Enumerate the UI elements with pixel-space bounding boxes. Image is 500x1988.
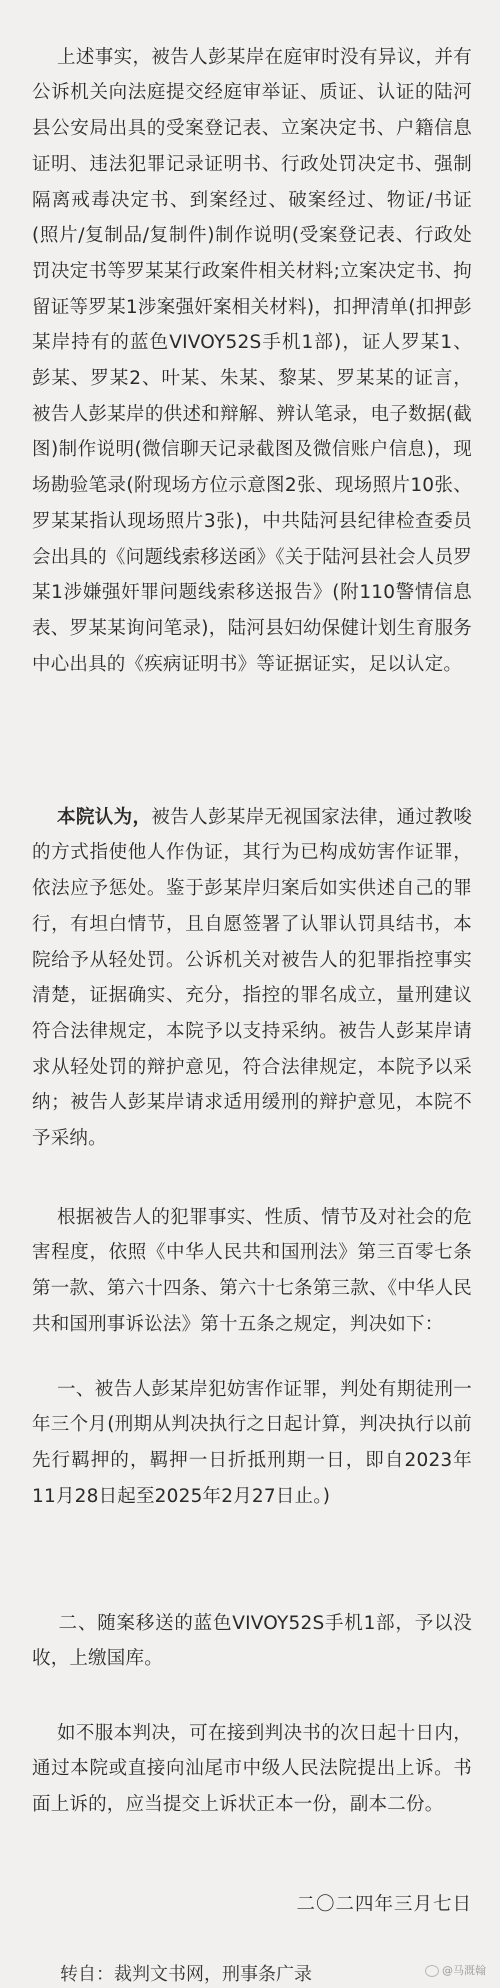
paragraph-text: 如不服本判决，可在接到判决书的次日起十日内，通过本院或直接向汕尾市中级人民法院提出上诉。书面上诉的，应当提交上诉状正本一份，副本二份。 bbox=[32, 1722, 473, 1816]
source-footer: 转自：裁判文书网，刑事条广录 bbox=[60, 1964, 312, 1985]
paragraph-lead: 本院认为， bbox=[57, 806, 152, 828]
paragraph-court-opinion bbox=[32, 764, 472, 1192]
watermark-text: @马溉翰 bbox=[442, 1964, 486, 1977]
paragraph-text: 一、被告人彭某岸犯妨害作证罪，判处有期徒刑一年三个月(刑期从判决执行之日起计算，判决执行以前先行羁押的，羁押一日折抵刑期一日，即自2023年11月28日起至2025年2月27日止。) bbox=[32, 1378, 473, 1507]
paragraph-verdict-1 bbox=[32, 1336, 472, 1550]
paragraph-text: 根据被告人的犯罪事实、性质、情节及对社会的危害程度，依照《中华人民共和国刑法》第三百零七条第一款、第六十四条、第六十七条第三款、《中华人民共和国刑事诉讼法》第十五条之规定，判决如下： bbox=[32, 1206, 473, 1335]
watermark bbox=[425, 1962, 486, 1978]
judgment-date: 二〇二四年三月七日 bbox=[296, 1894, 472, 1915]
paragraph-text: 被告人彭某岸无视国家法律，通过教唆的方式指使他人作伪证，其行为已构成妨害作证罪，依法应予惩处。鉴于彭某岸归案后如实供述自己的罪行，有坦白情节，且自愿签署了认罪认罚具结书，本院给予从轻处罚。公诉机关对被告人的犯罪指控事实清楚，证据确实、充分，指控的罪名成立，量刑建议符合法律规定，本院予以支持采纳。被告人彭某岸请求从轻处罚的辩护意见，符合法律规定，本院予以采纳；被告人彭某岸请求适用缓刑的辩护意见，本院不予采纳。 bbox=[32, 806, 472, 1150]
paragraph-text: 上述事实，被告人彭某岸在庭审时没有异议，并有公诉机关向法庭提交经庭审举证、质证、认证的陆河县公安局出具的受案登记表、立案决定书、户籍信息证明、违法犯罪记录证明书、行政处罚决定书、强制隔离戒毒决定书、到案经过、破案经过、物证/书证(照片/复制品/复制件)制作说明(受案登记表、行政处罚决定书等罗某某行政案件相关材料;立案决定书、拘留证等罗某1涉案强奸案相关材料)，扣押清单(扣押彭某岸持有的蓝色VIVOY52S手机1部)，证人罗某1、彭某、罗某2、叶某、朱某、黎某、罗某某的证言，被告人彭某岸的供述和辩解、辨认笔录，电子数据(截图)制作说明(微信聊天记录截图及微信账户信息)，现场勘验笔录(附现场方位示意图2张、现场照片10张、罗某某指认现场照片3张)，中共陆河县纪律检查委员会出具的《问题线索移送函》《关于陆河县社会人员罗某1涉嫌强奸罪问题线索移送报告》(附110警情信息表、罗某某询问笔录)，陆河县妇幼保健计划生育服务中心出具的《疾病证明书》等证据证实，足以认定。 bbox=[32, 46, 473, 675]
paragraph-appeal bbox=[32, 1680, 472, 1859]
paragraph-evidence bbox=[32, 4, 472, 718]
weibo-icon bbox=[425, 1965, 439, 1977]
paragraph-text: 二、随案移送的蓝色VIVOY52S手机1部，予以没收，上缴国库。 bbox=[32, 1612, 472, 1670]
